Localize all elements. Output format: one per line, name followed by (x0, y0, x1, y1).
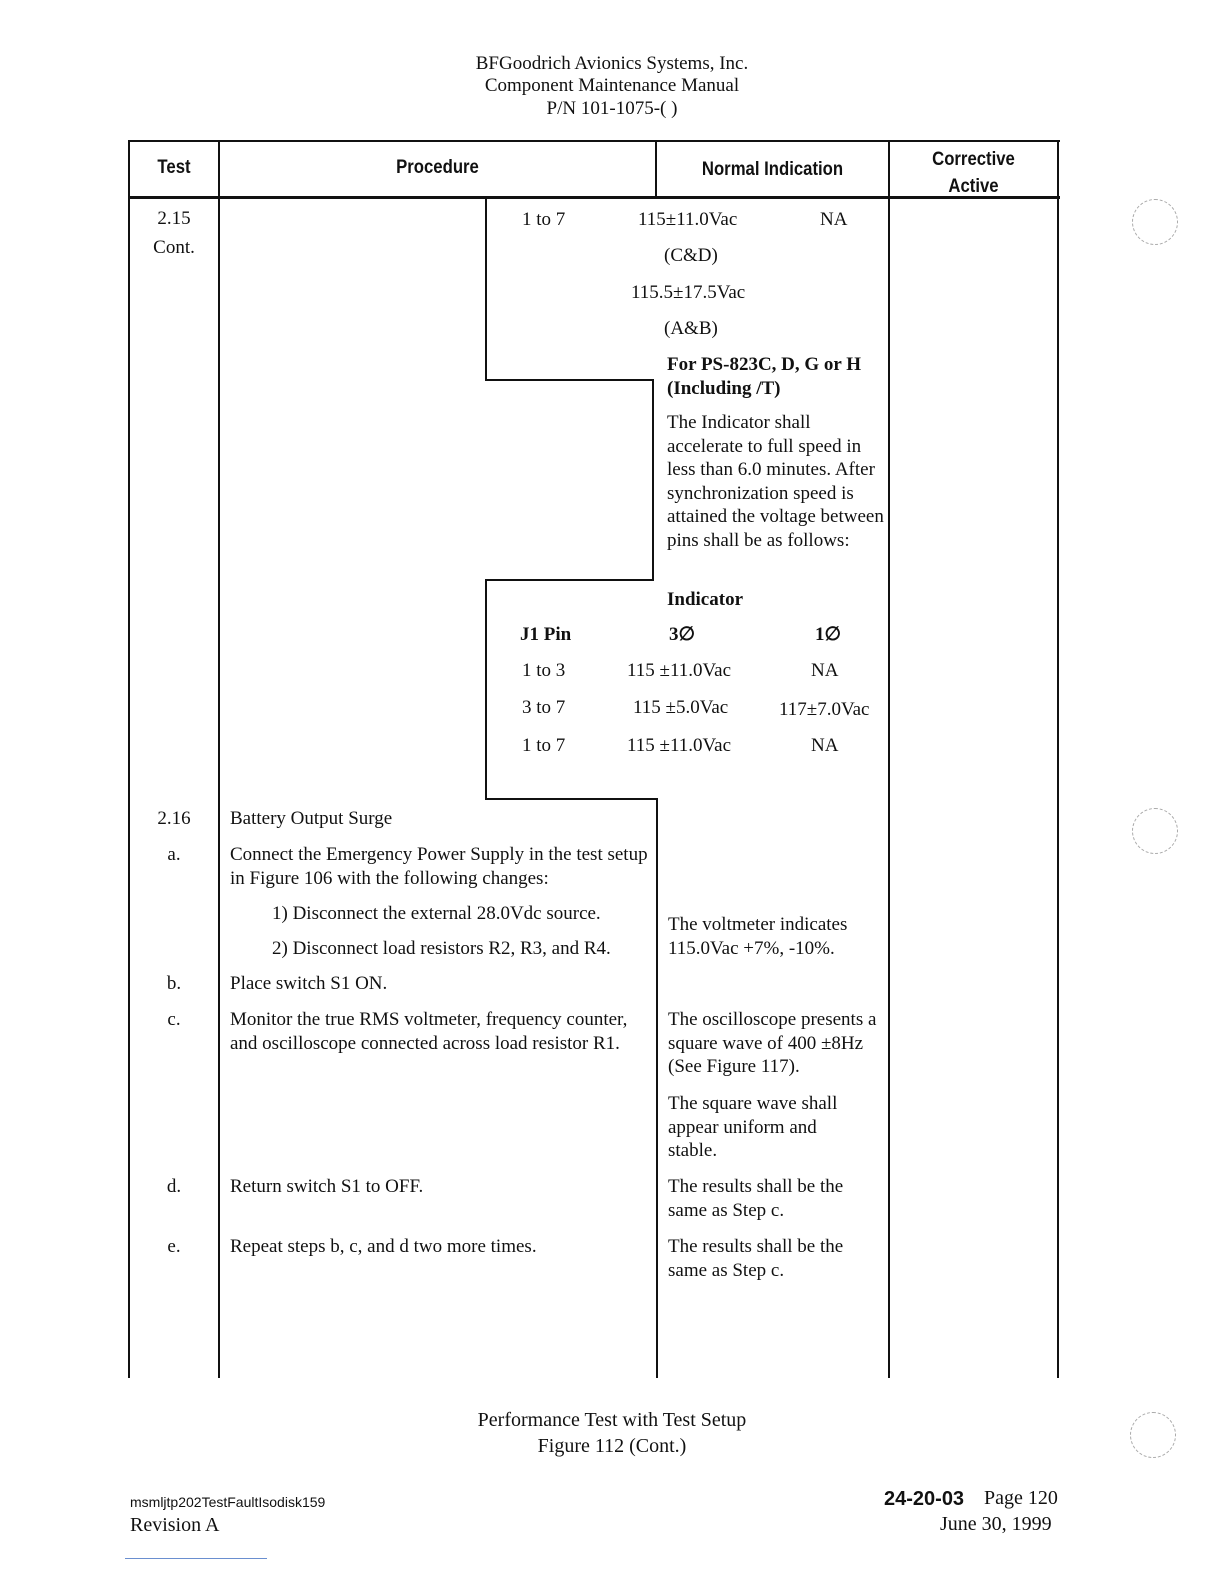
j1-pin-header: J1 Pin (520, 624, 572, 645)
column-header-procedure: Procedure (396, 157, 479, 178)
column-header-normal-indication: Normal Indication (701, 159, 844, 180)
step-label-a: a. (167, 844, 181, 865)
value-3phase-top-row: 115±11.0Vac (638, 209, 738, 230)
step-b-text: Place switch S1 ON. (230, 973, 388, 994)
punch-hole-icon (1130, 1412, 1176, 1458)
footer-file-name: msmljtp202TestFaultIsodisk159 (130, 1494, 326, 1510)
pin-row-pin: 1 to 3 (522, 660, 566, 681)
indication-e: The results shall be the same as Step c. (668, 1236, 844, 1281)
pin-row-1phase: NA (811, 735, 839, 756)
footer-revision: Revision A (130, 1514, 220, 1536)
step-a-sub-2: 2) Disconnect load resistors R2, R3, and R4. (272, 938, 611, 959)
footer-page: Page 120 (984, 1487, 1058, 1509)
test-number-2-15: 2.15 (157, 208, 191, 229)
pin-row-1phase: NA (811, 660, 839, 681)
three-phase-header: 3∅ (669, 624, 696, 645)
footer-date: June 30, 1999 (940, 1513, 1052, 1535)
pin-row-3phase: 115 ±11.0Vac (627, 660, 731, 681)
step-label-d: d. (166, 1176, 182, 1197)
column-header-test: Test (157, 157, 191, 178)
figure-caption-number: Figure 112 (Cont.) (537, 1435, 687, 1457)
figure-caption-title: Performance Test with Test Setup (477, 1409, 747, 1431)
test-number-2-16: 2.16 (157, 808, 191, 829)
pin-row-1phase: 117±7.0Vac (779, 699, 870, 720)
indication-d: The results shall be the same as Step c. (668, 1176, 844, 1221)
header-company: BFGoodrich Avionics Systems, Inc. (475, 53, 749, 74)
punch-hole-icon (1132, 199, 1178, 245)
footer-rule (125, 1558, 267, 1559)
step-label-c: c. (167, 1009, 181, 1030)
value-1phase-top-row: NA (820, 209, 848, 230)
test-2-16-title: Battery Output Surge (230, 808, 393, 829)
step-label-e: e. (167, 1236, 181, 1257)
indicator-label: Indicator (667, 589, 743, 610)
pin-top-row: 1 to 7 (522, 209, 566, 230)
pin-row-3phase: 115 ±5.0Vac (633, 697, 729, 718)
header-part-number: P/N 101-1075-( ) (546, 98, 678, 119)
pin-row-pin: 3 to 7 (522, 697, 566, 718)
model-cd-label: (C&D) (664, 245, 718, 266)
indication-a: The voltmeter indicates 115.0Vac +7%, -10%. (668, 914, 848, 959)
pin-row-3phase: 115 ±11.0Vac (627, 735, 731, 756)
step-a-sub-1: 1) Disconnect the external 28.0Vdc source. (272, 903, 601, 924)
header-manual: Component Maintenance Manual (484, 75, 740, 96)
step-label-b: b. (166, 973, 182, 994)
ps-823-heading: For PS-823C, D, G or H (Including /T) (667, 354, 862, 399)
footer-chapter: 24-20-03 (884, 1488, 965, 1510)
step-d-text: Return switch S1 to OFF. (230, 1176, 424, 1197)
single-phase-header: 1∅ (815, 624, 842, 645)
ps-823-description: The Indicator shall accelerate to full speed in less than 6.0 minutes. After synchronization speed is attained the voltage between pins shall be as follows: (667, 412, 884, 551)
pin-row-pin: 1 to 7 (522, 735, 566, 756)
punch-hole-icon (1132, 808, 1178, 854)
column-header-corrective-active: Corrective Active (932, 149, 1015, 197)
indication-c-1: The oscilloscope presents a square wave of 400 ±8Hz (See Figure 117). (668, 1009, 877, 1077)
value-ab: 115.5±17.5Vac (631, 282, 746, 303)
model-ab-label: (A&B) (664, 318, 718, 339)
indication-c-2: The square wave shall appear uniform and stable. (668, 1093, 838, 1161)
test-cont-label: Cont. (153, 237, 195, 258)
step-e-text: Repeat steps b, c, and d two more times. (230, 1236, 537, 1257)
step-c-text: Monitor the true RMS voltmeter, frequency counter, and oscilloscope connected across load resistor R1. (230, 1009, 628, 1054)
step-a-text: Connect the Emergency Power Supply in the test setup in Figure 106 with the following changes: (230, 844, 648, 889)
